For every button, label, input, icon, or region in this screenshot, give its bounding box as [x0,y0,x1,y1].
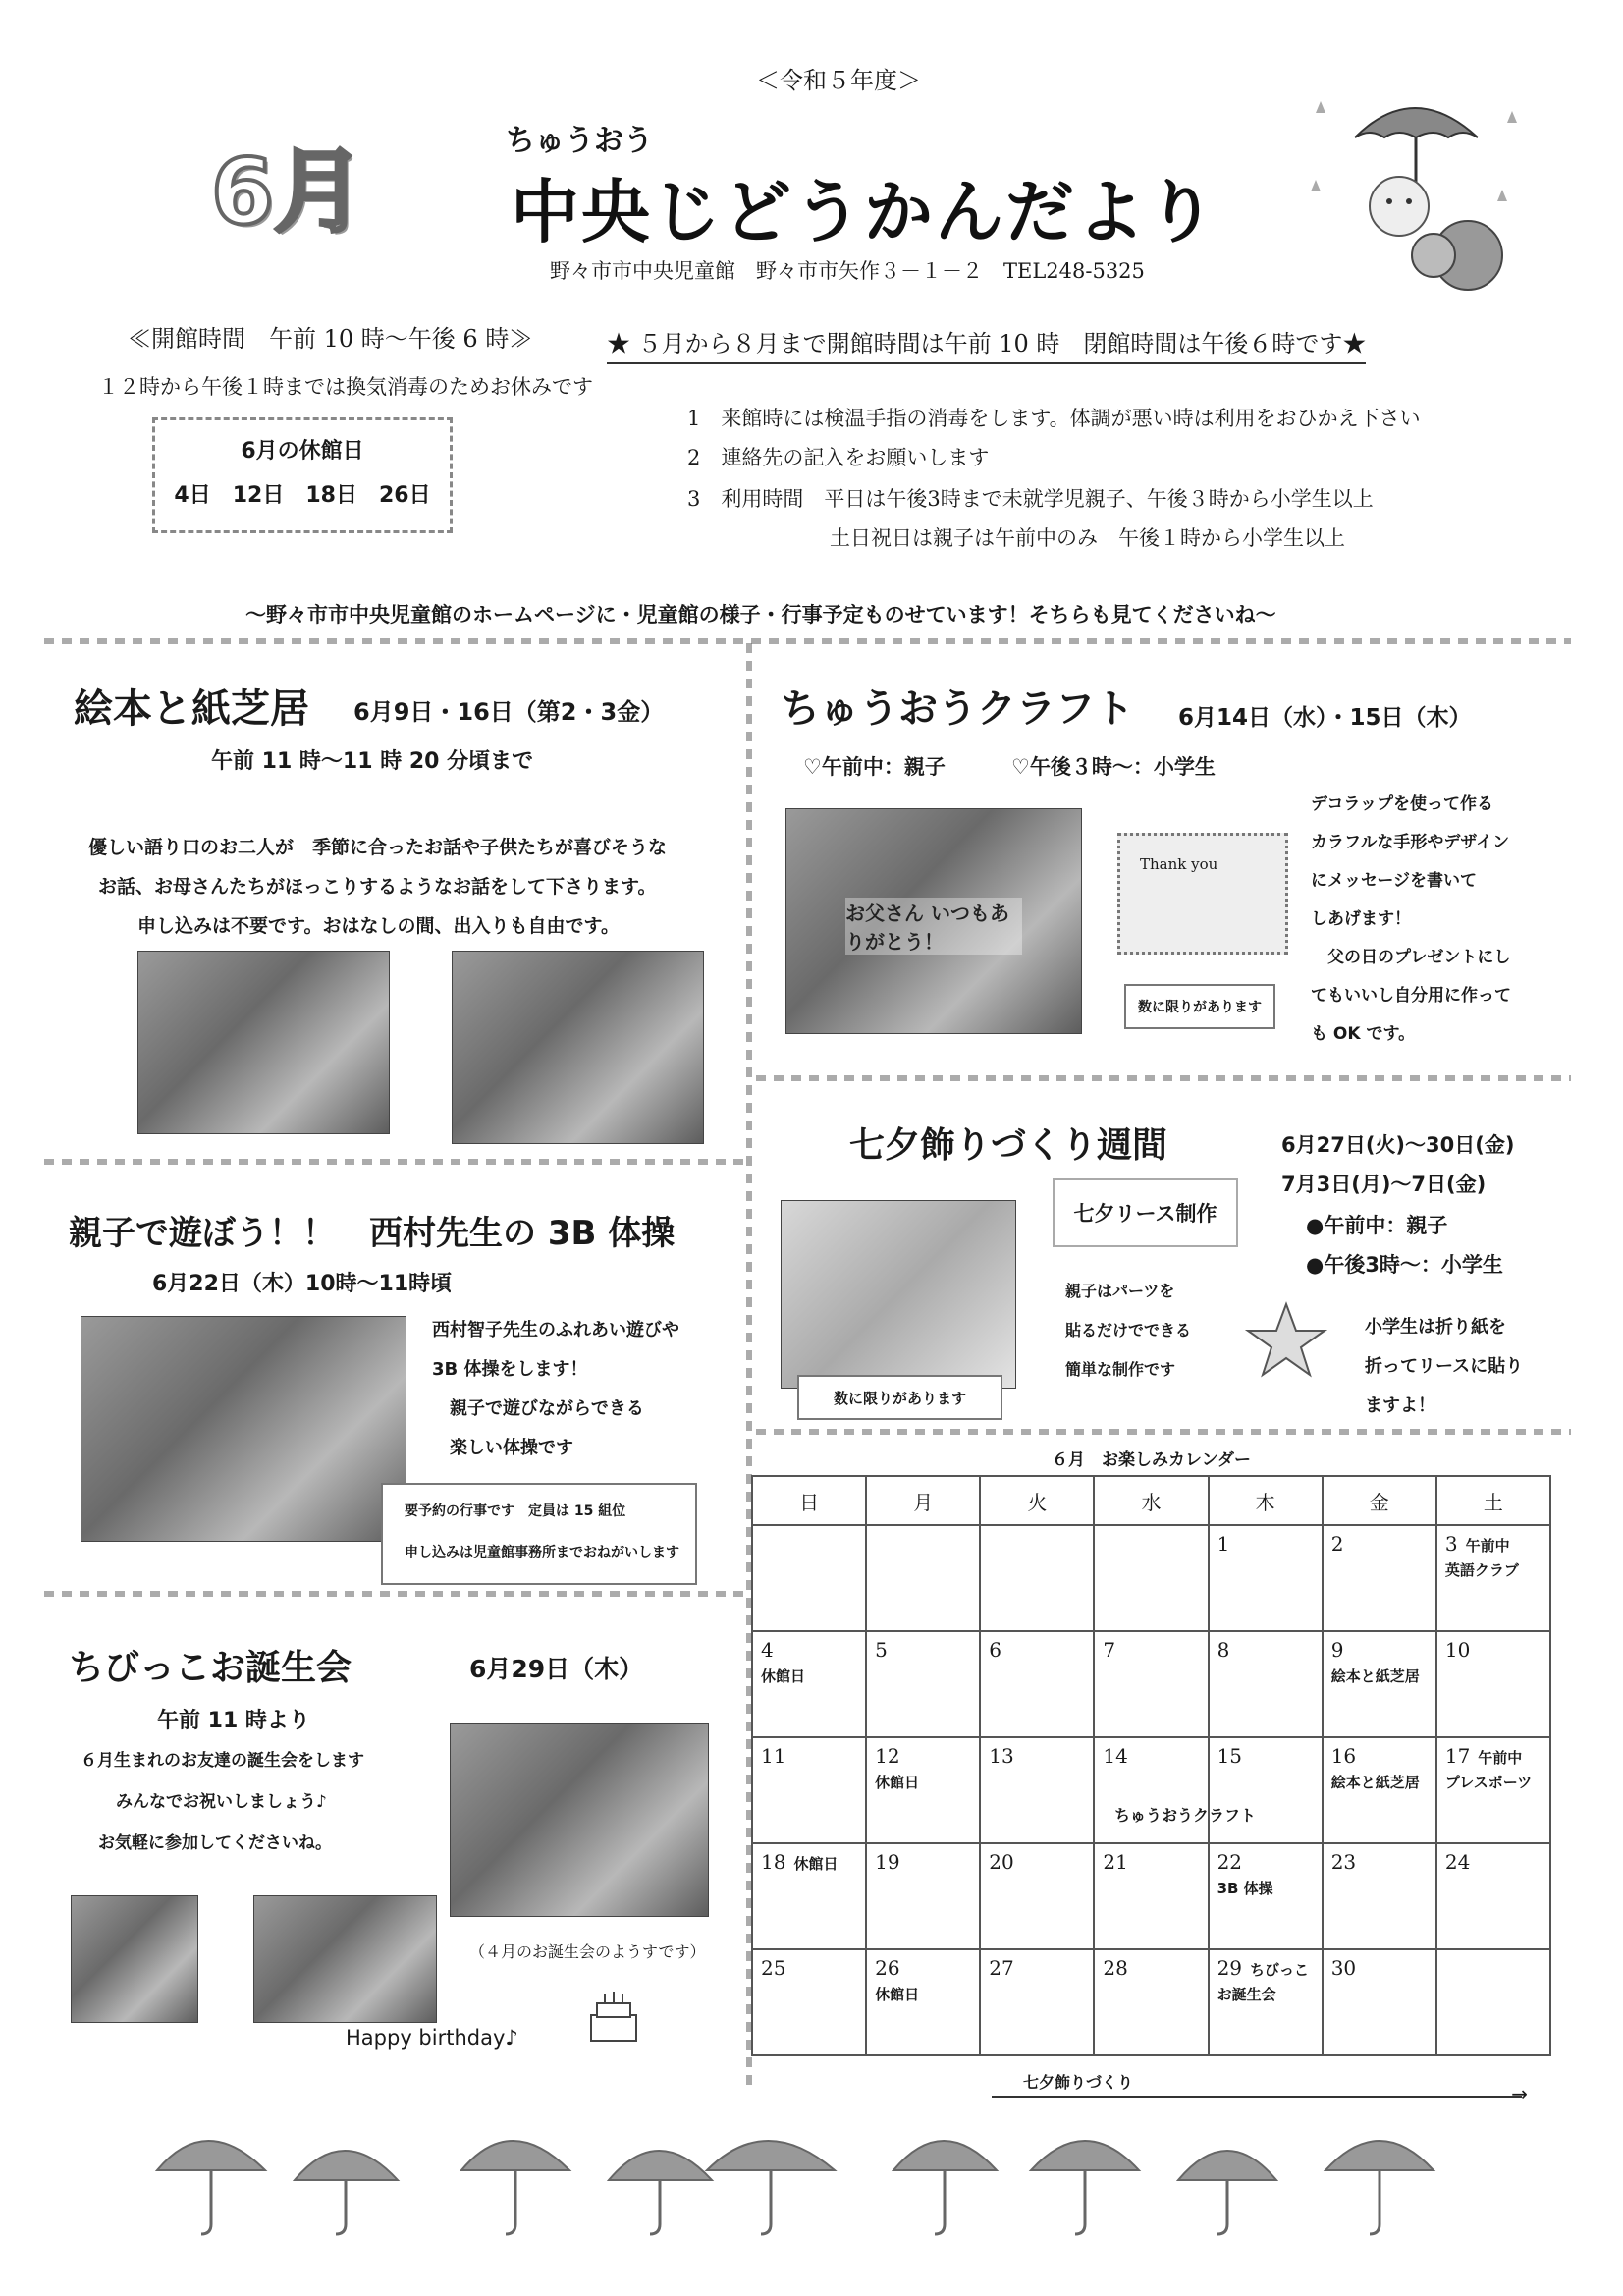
divider-right-1 [756,1075,1571,1081]
calendar-day-cell-sun [752,1949,866,2055]
craft-limited: 数に限りがあります [1138,1000,1262,1015]
calendar-day-number: 21 [1103,1850,1128,1874]
cake-icon [579,1984,648,2052]
rule-3b: 土日祝日は親子は午前中のみ 午後１時から小学生以上 [830,526,1345,550]
calendar-day-tag: 午前中 [1478,1749,1523,1767]
birthday-body-1: ６月生まれのお友達の誕生会をします [81,1751,364,1771]
calendar-day-cell-sun [752,1843,866,1949]
weekday-tue: 火 [980,1476,1094,1525]
closed-days-title: 6月の休館日 [241,439,364,464]
weekday-fri: 金 [1323,1476,1436,1525]
weekday-wed: 水 [1094,1476,1208,1525]
calendar-day-cell-tue [980,1843,1094,1949]
umbrella-illustration [1296,83,1532,300]
divider-left-2 [44,1591,746,1597]
birthday-happy: Happy birthday♪ [346,2026,518,2050]
calendar-day-number: 9 [1330,1638,1344,1662]
divider-right-2 [756,1429,1571,1435]
homepage-note: ～野々市市中央児童館のホームページに・児童館の様子・行事予定ものせています！そちらも見てくださいね～ [245,603,1276,627]
calendar-day-note: プレスポーツ [1444,1774,1533,1791]
taiso-body [432,1311,679,1468]
ehon-date: 6月9日・16日（第2・3金） [353,698,665,726]
tanabata-date-1: 6月27日(火)～30日(金) [1281,1133,1515,1157]
calendar-day-number: 8 [1217,1638,1230,1662]
calendar-day-note: 休館日 [875,1774,920,1791]
summer-hours-note: ★ ５月から８月まで開館時間は午前 10 時 閉館時間は午後６時です★ [607,324,1366,364]
calendar-day-number: 20 [989,1850,1014,1874]
birthday-photo-1 [71,1895,198,2023]
calendar-tanabata-bar [992,2070,1528,2105]
weekday-thu: 木 [1209,1476,1323,1525]
craft-date: 6月14日（水）・15日（木） [1178,705,1472,731]
calendar-day-number: 28 [1103,1956,1128,1980]
calendar-day-cell-sun [752,1737,866,1843]
ehon-time: 午前 11 時～11 時 20 分頃まで [211,749,534,774]
ehon-photo-2 [452,951,704,1144]
tanabata-right-1: 小学生は折り紙を [1365,1317,1506,1338]
craft-body-5: 父の日のプレゼントにし [1311,948,1511,967]
calendar-day-cell-mon [866,1949,980,2055]
ehon-body-3: 申し込みは不要です。おはなしの間、出入りも自由です。 [137,915,620,937]
tanabata-limited-box [797,1375,1002,1420]
calendar-craft-bar: ちゅうおうクラフト [1114,1806,1257,1825]
craft-body [1311,786,1511,1054]
calendar-title: ６月 お楽しみカレンダー [1052,1450,1251,1470]
taiso-date: 6月22日（木）10時～11時頃 [152,1272,453,1296]
calendar-day-cell-tue [980,1631,1094,1737]
calendar-day-cell-wed [1094,1737,1208,1843]
birthday-date: 6月29日（木） [469,1655,644,1683]
craft-title: ちゅうおうクラフト [781,686,1134,732]
tanabata-body-right [1365,1308,1523,1426]
craft-card-text: Thank you [1140,855,1218,873]
craft-limited-box [1124,984,1275,1029]
title-ruby: ちゅうおう [506,124,653,158]
ehon-body-2: お話、お母さんたちがほっこりするようなお話をして下さります。 [98,876,657,898]
calendar-day-cell-sat [1436,1525,1550,1631]
calendar-day-number: 2 [1330,1532,1344,1556]
tanabata-body-left [1065,1272,1191,1390]
divider-left-1 [44,1159,746,1165]
calendar-day-note: 3B 体操 [1217,1880,1273,1897]
calendar-day-cell-sun [752,1525,866,1631]
calendar-day-number: 1 [1217,1532,1230,1556]
craft-body-7: も OK です。 [1311,1024,1416,1044]
craft-am: ♡午前中：親子 [803,755,946,779]
calendar-day-note: 休館日 [761,1667,806,1685]
craft-body-2: カラフルな手形やデザイン [1311,833,1510,852]
calendar-week-row [752,1631,1550,1737]
tanabata-right-2: 折ってリースに貼り [1365,1356,1524,1377]
tanabata-left-3: 簡単な制作です [1065,1360,1176,1379]
calendar-day-cell-sat [1436,1737,1550,1843]
calendar-day-number: 16 [1330,1744,1357,1768]
closed-days-list: 4日 12日 18日 26日 [174,483,431,508]
calendar-header-row [752,1476,1550,1525]
calendar-day-cell-mon [866,1525,980,1631]
calendar-day-number: 5 [875,1638,888,1662]
calendar-day-number: 11 [761,1744,786,1768]
tanabata-photo [781,1200,1016,1389]
craft-body-1: デコラップを使って作る [1311,794,1493,814]
calendar-day-note: 絵本と紙芝居 [1330,1774,1420,1791]
calendar-day-cell-tue [980,1525,1094,1631]
calendar-day-cell-sat [1436,1949,1550,2055]
calendar-day-number: 6 [989,1638,1002,1662]
divider-top [44,638,1571,644]
calendar-day-note: お誕生会 [1217,1986,1276,2003]
calendar-day-number: 13 [989,1744,1014,1768]
birthday-photo-main [450,1723,709,1917]
tanabata-title: 七夕飾りづくり週間 [849,1125,1168,1166]
calendar-day-number: 24 [1444,1850,1471,1874]
weekday-sat: 土 [1436,1476,1550,1525]
newsletter-title: 中央じどうかんだより [511,172,1217,252]
taiso-body-4: 楽しい体操です [432,1438,573,1458]
calendar-day-tag: 午前中 [1465,1537,1510,1555]
umbrella-border [59,2111,1571,2259]
era-label: ＜令和５年度＞ [756,67,921,94]
calendar-day-note: 休館日 [875,1986,920,2003]
calendar-day-cell-fri [1323,1949,1436,2055]
craft-card [1117,833,1288,955]
birthday-time: 午前 11 時より [157,1709,310,1733]
tanabata-date-2: 7月3日(月)～7日(金) [1281,1173,1487,1196]
calendar-day-cell-mon [866,1843,980,1949]
taiso-note-box [381,1483,697,1585]
calendar-day-number: 17 [1444,1744,1471,1768]
birthday-body-3: お気軽に参加してくださいね。 [98,1833,332,1853]
tanabata-right-3: ますよ！ [1365,1395,1435,1416]
taiso-body-1: 西村智子先生のふれあい遊びや [432,1320,679,1340]
calendar-day-cell-mon [866,1737,980,1843]
taiso-title: 親子で遊ぼう！！ 西村先生の 3B 体操 [69,1214,676,1253]
calendar-week-row [752,1737,1550,1843]
ehon-body-1: 優しい語り口のお二人が 季節に合ったお話や子供たちが喜びそうな [88,837,668,858]
calendar-day-tag: ちびっこ [1250,1961,1310,1979]
calendar-day-number: 3 [1444,1532,1458,1556]
rule-2: 2 連絡先の記入をお願いします [687,446,990,469]
tanabata-wreath-box [1053,1178,1238,1247]
craft-body-4: しあげます！ [1311,909,1411,929]
calendar-day-cell-tue [980,1737,1094,1843]
calendar-day-cell-wed [1094,1525,1208,1631]
calendar-day-number: 4 [761,1638,774,1662]
tanabata-am: ●午前中：親子 [1306,1214,1448,1237]
calendar-table [751,1475,1551,2056]
calendar-day-number: 19 [875,1850,900,1874]
taiso-note-2: 申し込みは児童館事務所までおねがいします [405,1545,679,1560]
weekday-sun: 日 [752,1476,866,1525]
calendar-day-number: 14 [1103,1744,1128,1768]
month-title: 6月 [211,139,365,245]
ehon-title: 絵本と紙芝居 [74,686,309,732]
calendar-day-number: 10 [1444,1638,1471,1662]
calendar-week-row [752,1843,1550,1949]
birthday-body-2: みんなでお祝いしましょう♪ [116,1792,327,1812]
calendar-day-cell-wed [1094,1631,1208,1737]
calendar-day-cell-wed [1094,1843,1208,1949]
calendar-day-cell-sun [752,1631,866,1737]
calendar-day-cell-fri [1323,1525,1436,1631]
calendar-day-number: 26 [875,1956,900,1980]
calendar-day-cell-sat [1436,1843,1550,1949]
calendar-day-number: 12 [875,1744,900,1768]
craft-photo-text: お父さん いつもありがとう！ [845,898,1022,955]
calendar-day-note: 絵本と紙芝居 [1330,1667,1420,1685]
calendar-day-cell-mon [866,1631,980,1737]
rule-1: 1 来館時には検温手指の消毒をします。体調が悪い時は利用をおひかえ下さい [687,407,1421,430]
calendar-day-number: 25 [761,1956,786,1980]
rule-3: 3 利用時間 平日は午後3時まで未就学児親子、午後３時から小学生以上 [687,487,1374,511]
calendar-day-number: 22 [1217,1850,1243,1874]
calendar-week-row [752,1525,1550,1631]
weekday-mon: 月 [866,1476,980,1525]
open-hours: ≪開館時間 午前 10 時～午後 6 時≫ [128,325,533,353]
calendar-day-number: 23 [1330,1850,1357,1874]
star-icon [1242,1296,1330,1385]
calendar-day-cell-thu [1209,1949,1323,2055]
closed-days-box [152,417,453,533]
craft-photo [785,808,1082,1034]
taiso-body-3: 親子で遊びながらできる [432,1398,644,1419]
taiso-body-2: 3B 体操をします！ [432,1359,588,1380]
calendar-day-number: 7 [1103,1638,1116,1662]
craft-pm: ♡午後３時～：小学生 [1011,755,1216,779]
calendar-week-row [752,1949,1550,2055]
calendar-day-number: 15 [1217,1744,1243,1768]
birthday-caption: （４月のお誕生会のようすです） [469,1942,706,1961]
calendar-day-cell-tue [980,1949,1094,2055]
calendar-day-cell-thu [1209,1631,1323,1737]
calendar-day-cell-thu [1209,1737,1323,1843]
calendar-day-note: 英語クラブ [1444,1561,1519,1579]
tanabata-left-1: 親子はパーツを [1065,1282,1175,1300]
calendar-day-cell-wed [1094,1949,1208,2055]
craft-body-6: てもいいし自分用に作って [1311,986,1511,1006]
calendar-day-cell-sat [1436,1631,1550,1737]
tanabata-pm: ●午後3時～：小学生 [1306,1253,1503,1277]
noon-break-note: １２時から午後１時までは換気消毒のためお休みです [98,375,593,399]
arrow-right-icon: → [1511,2082,1528,2105]
calendar-day-number: 27 [989,1956,1014,1980]
tanabata-wreath: 七夕リース制作 [1073,1202,1217,1226]
calendar-day-number: 30 [1330,1956,1357,1980]
calendar-day-cell-fri [1323,1737,1436,1843]
taiso-note-1: 要予約の行事です 定員は 15 組位 [405,1503,626,1519]
taiso-photo [81,1316,406,1542]
birthday-photo-2 [253,1895,437,2023]
ehon-photo-1 [137,951,390,1134]
birthday-title: ちびっこお誕生会 [69,1648,352,1688]
address-line: 野々市市中央児童館 野々市市矢作３－１－２ TEL248-5325 [550,259,1145,283]
calendar-day-cell-thu [1209,1843,1323,1949]
craft-body-3: にメッセージを書いて [1311,871,1477,891]
calendar-day-cell-fri [1323,1631,1436,1737]
calendar-day-number: 29 [1217,1956,1243,1980]
calendar-day-tag: 休館日 [793,1855,839,1873]
calendar-tanabata-label: 七夕飾りづくり [1023,2073,1134,2092]
tanabata-left-2: 貼るだけでできる [1065,1321,1192,1339]
calendar-day-cell-thu [1209,1525,1323,1631]
tanabata-limited: 数に限りがあります [833,1390,966,1407]
calendar-day-number: 18 [761,1850,786,1874]
calendar-day-cell-fri [1323,1843,1436,1949]
